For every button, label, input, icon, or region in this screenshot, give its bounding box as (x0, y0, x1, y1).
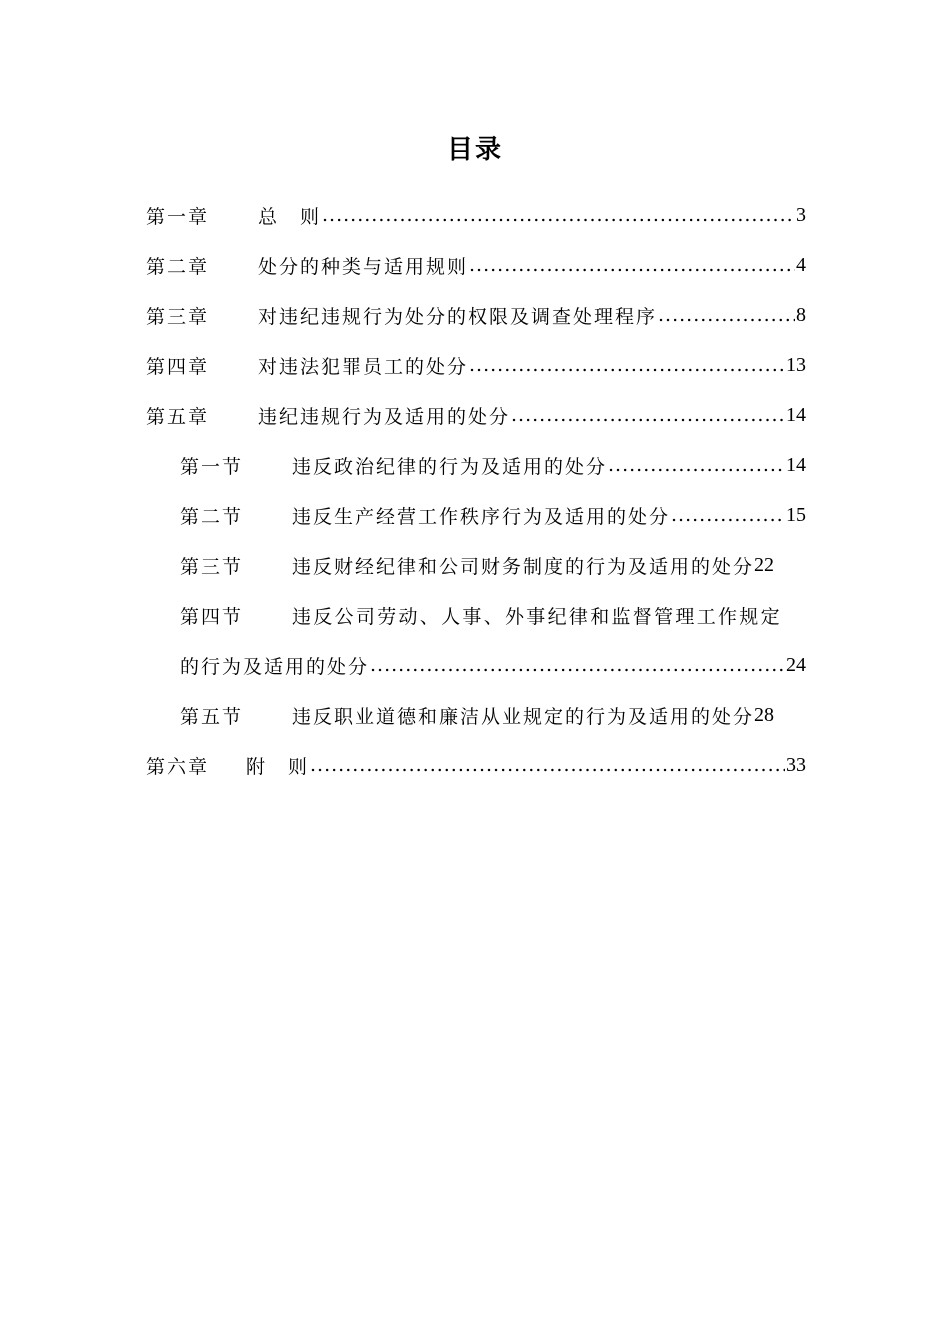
toc-entry-number: 第三节 (180, 555, 244, 578)
toc-entry-page: 28 (754, 703, 775, 726)
toc-leader-dots (469, 254, 795, 276)
toc-entry-number: 第五节 (180, 705, 244, 728)
toc-entry-title: 对违法犯罪员工的处分 (258, 355, 469, 378)
toc-entry[interactable] (146, 290, 806, 340)
toc-entry-number: 第一章 (146, 205, 210, 228)
toc-title: 目录 (446, 135, 503, 165)
toc-leader-dots (310, 754, 785, 776)
toc-entry-title: 违反政治纪律的行为及适用的处分 (292, 455, 608, 478)
toc-entry-page: 14 (786, 453, 806, 476)
toc-entry[interactable] (146, 390, 806, 440)
toc-leader-dots (322, 204, 795, 226)
toc-entry-title: 对违纪违规行为处分的权限及调查处理程序 (258, 305, 658, 328)
toc-leader-dots (511, 404, 785, 426)
toc-leader-dots (370, 654, 785, 676)
toc-entry-title: 违反生产经营工作秩序行为及适用的处分 (292, 505, 671, 528)
toc-entry[interactable] (146, 190, 806, 240)
toc-subentry[interactable] (146, 440, 806, 490)
toc-subentry[interactable] (146, 590, 806, 640)
toc-entry-number: 第六章 (146, 755, 210, 778)
toc-list (146, 190, 806, 790)
toc-entry-number: 第一节 (180, 455, 244, 478)
toc-entry-page: 4 (796, 253, 806, 276)
toc-entry-page: 33 (786, 753, 806, 776)
toc-entry-title: 总 则 (258, 205, 322, 228)
toc-entry-title: 附 则 (246, 755, 310, 778)
toc-entry-title: 违纪违规行为及适用的处分 (258, 405, 511, 428)
toc-entry-title: 违反财经纪律和公司财务制度的行为及适用的处分 (292, 555, 755, 578)
toc-entry-number: 第四节 (180, 605, 244, 628)
toc-entry-number: 第四章 (146, 355, 210, 378)
toc-entry-page: 22 (754, 553, 775, 576)
toc-entry[interactable] (146, 740, 806, 790)
toc-entry-title: 违反公司劳动、人事、外事纪律和监督管理工作规定 (292, 605, 782, 628)
toc-entry-page: 15 (786, 503, 806, 526)
toc-entry-number: 第二章 (146, 255, 210, 278)
toc-entry-number: 第二节 (180, 505, 244, 528)
toc-entry-page: 24 (786, 653, 806, 676)
toc-entry-number: 第三章 (146, 305, 210, 328)
toc-entry-page: 8 (796, 303, 806, 326)
toc-subentry-continuation[interactable] (146, 640, 806, 690)
toc-leader-dots (671, 504, 785, 526)
toc-entry-title: 处分的种类与适用规则 (258, 255, 469, 278)
toc-subentry[interactable] (146, 490, 806, 540)
toc-entry-title: 违反职业道德和廉洁从业规定的行为及适用的处分 (292, 705, 755, 728)
toc-entry-page: 14 (786, 403, 806, 426)
toc-entry-number: 第五章 (146, 405, 210, 428)
toc-leader-dots (608, 454, 785, 476)
toc-entry-page: 13 (786, 353, 806, 376)
toc-subentry[interactable] (146, 690, 806, 740)
toc-entry[interactable] (146, 240, 806, 290)
toc-entry-page: 3 (796, 203, 806, 226)
toc-entry[interactable] (146, 340, 806, 390)
toc-leader-dots (469, 354, 785, 376)
toc-leader-dots (658, 304, 795, 326)
toc-entry-title-continuation: 的行为及适用的处分 (180, 655, 370, 678)
toc-subentry[interactable] (146, 540, 806, 590)
